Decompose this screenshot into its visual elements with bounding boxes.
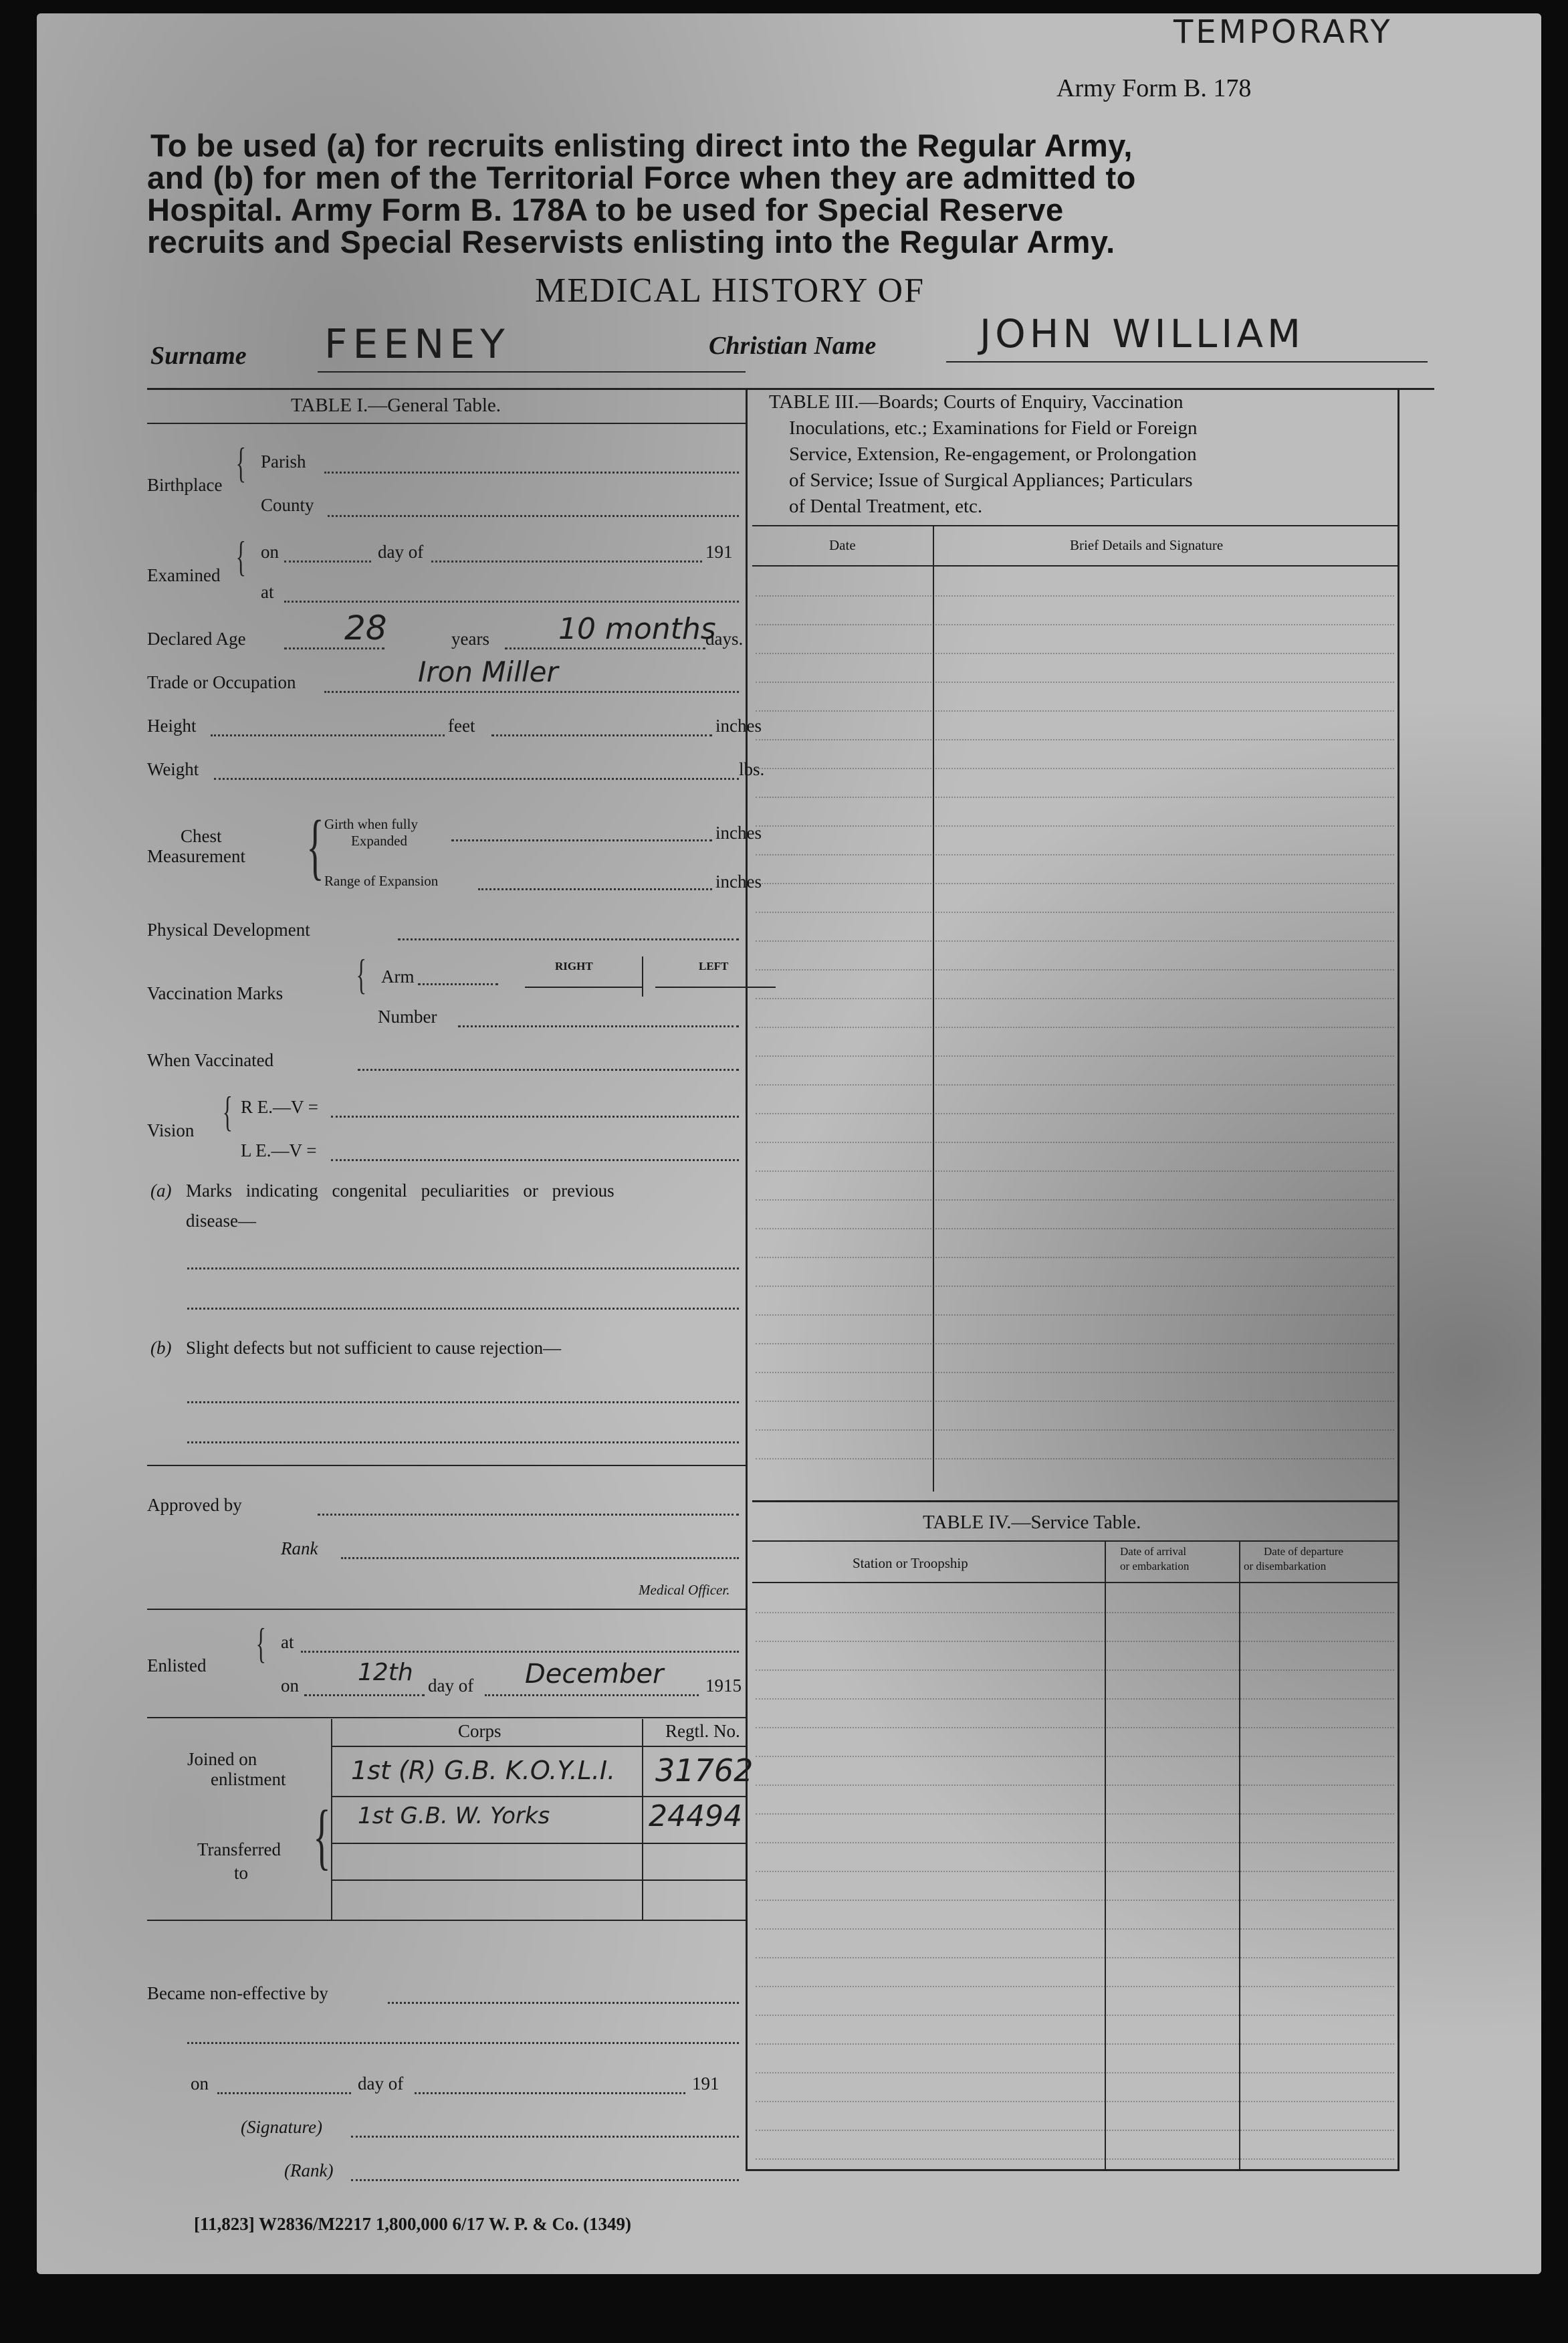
- table4-arrival-header-2: or embarkation: [1120, 1560, 1190, 1572]
- table4-departure-header-1: Date of departure: [1264, 1545, 1343, 1558]
- le-line: [331, 1159, 739, 1161]
- table3-ruled-line: [756, 1113, 1394, 1114]
- table4-ruled-line: [756, 1698, 1394, 1700]
- transferred-brace: {: [313, 1795, 331, 1877]
- table4-header-bottom: [752, 1582, 1397, 1583]
- approved-top-rule: [147, 1465, 746, 1466]
- table4-ruled-line: [756, 1756, 1394, 1757]
- examined-label: Examined: [147, 565, 221, 585]
- table3-ruled-line: [756, 1027, 1394, 1028]
- table3-header-bottom: [752, 565, 1397, 567]
- header-line-2: and (b) for men of the Territorial Force when they are admitted to: [147, 160, 1136, 195]
- table4-ruled-line: [756, 2043, 1394, 2045]
- corps-row-2: 1st G.B. W. Yorks: [358, 1803, 550, 1829]
- table3-date-header: Date: [829, 537, 856, 553]
- table3-ruled-line: [756, 1228, 1394, 1229]
- girth-label: Girth when fully: [324, 816, 418, 832]
- examined-at-label: at: [261, 582, 274, 602]
- header-line-4: recruits and Special Reservists enlisting into the Regular Army.: [147, 224, 1115, 260]
- marks-line-1: [187, 1267, 739, 1269]
- vision-label: Vision: [147, 1120, 195, 1140]
- non-effective-label: Became non-effective by: [147, 1983, 328, 2003]
- slight-line-1: [187, 1401, 739, 1403]
- corps-left-rule: [331, 1719, 332, 1920]
- table4-ruled-line: [756, 1785, 1394, 1786]
- re-line: [331, 1116, 739, 1118]
- vision-brace: {: [222, 1088, 233, 1135]
- table3-ruled-line: [756, 1257, 1394, 1258]
- vaccination-brace: {: [356, 950, 367, 998]
- table4-ruled-line: [756, 1641, 1394, 1642]
- examined-day-of: day of: [378, 542, 424, 562]
- surname-label: Surname: [150, 342, 247, 370]
- medical-officer-label: Medical Officer.: [639, 1582, 730, 1598]
- height-label: Height: [147, 716, 197, 736]
- table3-ruled-line: [756, 854, 1394, 855]
- table1-title: TABLE I.—General Table.: [291, 395, 501, 416]
- top-rule: [147, 388, 1434, 390]
- weight-label: Weight: [147, 759, 199, 779]
- table4-ruled-line: [756, 2072, 1394, 2073]
- physical-line: [398, 938, 739, 940]
- table3-ruled-line: [756, 1084, 1394, 1086]
- table4-ruled-line: [756, 1986, 1394, 1987]
- county-label: County: [261, 495, 314, 515]
- height-inches-line: [491, 734, 712, 736]
- table3-ruled-line: [756, 595, 1394, 597]
- corps-regtl-divider: [642, 1719, 643, 1920]
- table3-title-1: TABLE III.—Boards; Courts of Enquiry, Vaccination: [769, 391, 1184, 413]
- non-effective-line-2: [187, 2042, 739, 2044]
- corps-row-rule-2: [331, 1843, 746, 1844]
- vaccination-divider: [642, 956, 643, 997]
- table3-ruled-line: [756, 682, 1394, 683]
- examined-month-line: [431, 561, 702, 563]
- joined-on-label: Joined on: [187, 1749, 257, 1769]
- footer-print-code: [11,823] W2836/M2217 1,800,000 6/17 W. P. & Co. (1349): [194, 2214, 632, 2234]
- form-sheet: [37, 13, 1541, 2274]
- enlisted-month-value: December: [525, 1659, 664, 1690]
- table3-ruled-line: [756, 653, 1394, 654]
- table3-ruled-line: [756, 1343, 1394, 1344]
- table3-column-divider: [933, 525, 934, 1492]
- trade-value: Iron Miller: [418, 655, 558, 688]
- table3-ruled-line: [756, 883, 1394, 884]
- left-header: LEFT: [699, 960, 729, 973]
- arm-label: Arm: [381, 966, 415, 987]
- left-col-rule: [655, 987, 776, 988]
- table4-ruled-line: [756, 2101, 1394, 2102]
- age-years-value: 28: [344, 609, 387, 647]
- marks-text: Marks indicating congenital peculiarities or previous: [186, 1181, 614, 1201]
- ne-on-label: on: [191, 2073, 209, 2094]
- table4-ruled-line: [756, 1669, 1394, 1671]
- christian-underline: [946, 361, 1428, 363]
- corps-row-rule-1: [331, 1796, 746, 1797]
- corps-header-rule: [331, 1746, 746, 1747]
- age-months-line: [505, 647, 705, 649]
- table4-arrival-header-1: Date of arrival: [1120, 1545, 1187, 1558]
- disease-label: disease—: [186, 1211, 256, 1231]
- table4-title: TABLE IV.—Service Table.: [923, 1512, 1141, 1533]
- examined-year: 191: [705, 542, 733, 562]
- corps-top-rule: [147, 1717, 746, 1718]
- table3-ruled-line: [756, 768, 1394, 769]
- age-years-line: [284, 647, 384, 649]
- table4-ruled-line: [756, 1813, 1394, 1815]
- physical-development-label: Physical Development: [147, 920, 310, 940]
- height-feet-line: [211, 734, 445, 736]
- re-label: R E.—V =: [241, 1097, 318, 1117]
- corps-header: Corps: [458, 1721, 501, 1741]
- ne-month-line: [415, 2092, 685, 2094]
- table3-title-4: of Service; Issue of Surgical Appliances; Particulars: [789, 470, 1193, 491]
- table4-departure-header-2: or disembarkation: [1244, 1560, 1327, 1572]
- table4-divider-1: [1105, 1540, 1106, 2169]
- table3-ruled-line: [756, 1458, 1394, 1459]
- table3-title-5: of Dental Treatment, etc.: [789, 496, 983, 517]
- surname-value: FEENEY: [324, 321, 510, 368]
- table4-ruled-line: [756, 1957, 1394, 1958]
- christian-name-value: JOHN WILLIAM: [980, 311, 1305, 356]
- marks-line-2: [187, 1308, 739, 1310]
- table3-ruled-line: [756, 940, 1394, 942]
- right-header: RIGHT: [555, 960, 593, 973]
- signature-line: [351, 2136, 739, 2138]
- enlisted-at-line: [301, 1651, 739, 1653]
- table3-ruled-line: [756, 797, 1394, 798]
- parish-label: Parish: [261, 451, 306, 472]
- table3-title-2: Inoculations, etc.; Examinations for Field or Foreign: [789, 417, 1198, 439]
- corps-bottom-rule: [147, 1920, 746, 1921]
- enlisted-day-line: [304, 1694, 425, 1696]
- table3-ruled-line: [756, 739, 1394, 740]
- enlisted-on-label: on: [281, 1675, 299, 1696]
- years-label: years: [451, 629, 489, 649]
- regtl-header: Regtl. No.: [665, 1721, 740, 1741]
- parish-line: [324, 472, 739, 474]
- surname-underline: [318, 371, 746, 373]
- table3-header-top: [752, 525, 1397, 526]
- page-title: MEDICAL HISTORY OF: [535, 272, 925, 310]
- table3-title-3: Service, Extension, Re-engagement, or Prolongation: [789, 443, 1197, 465]
- enlisted-label: Enlisted: [147, 1655, 207, 1675]
- height-inches-label: inches: [715, 716, 762, 736]
- marks-a-label: (a): [150, 1181, 172, 1201]
- expanded-label: Expanded: [351, 833, 407, 849]
- table3-ruled-line: [756, 710, 1394, 712]
- days-label: days.: [705, 629, 744, 649]
- corps-row-rule-3: [331, 1879, 746, 1881]
- right-border: [1397, 388, 1399, 2170]
- table3-ruled-line: [756, 1170, 1394, 1172]
- vaccination-label: Vaccination Marks: [147, 983, 284, 1003]
- examined-brace: {: [235, 532, 247, 580]
- table4-ruled-line: [756, 1727, 1394, 1728]
- ne-year: 191: [692, 2073, 719, 2094]
- county-line: [328, 515, 739, 517]
- table3-ruled-line: [756, 1314, 1394, 1316]
- ne-day-of: day of: [358, 2073, 404, 2094]
- approved-label: Approved by: [147, 1495, 242, 1515]
- rank-line: [341, 1557, 739, 1559]
- table4-ruled-line: [756, 1612, 1394, 1613]
- table4-ruled-line: [756, 1928, 1394, 1930]
- christian-name-label: Christian Name: [709, 332, 877, 360]
- slight-b-label: (b): [150, 1338, 172, 1358]
- range-inches-label: inches: [715, 872, 762, 892]
- non-effective-line-1: [388, 2002, 739, 2004]
- examined-on-label: on: [261, 542, 279, 562]
- arm-line: [418, 983, 498, 985]
- ne-rank-label: (Rank): [284, 2160, 334, 2180]
- range-label: Range of Expansion: [324, 873, 439, 889]
- table3-ruled-line: [756, 998, 1394, 999]
- table3-ruled-line: [756, 1286, 1394, 1287]
- rank-label: Rank: [281, 1538, 318, 1558]
- trade-label: Trade or Occupation: [147, 672, 296, 692]
- temporary-stamp: TEMPORARY: [1173, 13, 1393, 51]
- table3-ruled-line: [756, 825, 1394, 827]
- enlisted-top-rule: [147, 1609, 746, 1610]
- header-line-1: To be used (a) for recruits enlisting direct into the Regular Army,: [150, 128, 1133, 163]
- enlisted-year: 1915: [705, 1675, 742, 1696]
- table3-ruled-line: [756, 1401, 1394, 1402]
- table3-ruled-line: [756, 969, 1394, 971]
- examined-at-line: [284, 601, 739, 603]
- table4-header-top: [752, 1540, 1397, 1542]
- transferred-label: Transferred: [197, 1839, 281, 1859]
- when-vaccinated-line: [358, 1069, 739, 1071]
- enlisted-brace: {: [255, 1619, 267, 1667]
- table4-divider-2: [1239, 1540, 1240, 2169]
- birthplace-brace: {: [235, 439, 247, 486]
- enlisted-month-line: [485, 1694, 699, 1696]
- bottom-rule: [746, 2169, 1399, 2171]
- enlisted-at-label: at: [281, 1632, 294, 1652]
- measurement-label: Measurement: [147, 846, 245, 866]
- table4-ruled-line: [756, 2158, 1394, 2160]
- regtl-row-1: 31762: [655, 1752, 754, 1789]
- table3-ruled-line: [756, 1372, 1394, 1373]
- signature-label: (Signature): [241, 2117, 322, 2137]
- table4-ruled-line: [756, 1842, 1394, 1843]
- number-line: [458, 1025, 739, 1027]
- chest-label: Chest: [181, 826, 222, 846]
- table4-ruled-line: [756, 1871, 1394, 1872]
- center-divider: [746, 388, 748, 2170]
- enlisted-day-of: day of: [428, 1675, 474, 1696]
- table4-station-header: Station or Troopship: [853, 1555, 968, 1571]
- table4-top-rule: [752, 1500, 1397, 1502]
- right-col-rule: [525, 987, 642, 988]
- birthplace-label: Birthplace: [147, 475, 223, 495]
- enlistment-label: enlistment: [211, 1769, 286, 1789]
- table4-ruled-line: [756, 1900, 1394, 1901]
- slight-text: Slight defects but not sufficient to cause rejection—: [186, 1338, 562, 1358]
- when-vaccinated-label: When Vaccinated: [147, 1050, 274, 1070]
- ne-day-line: [217, 2092, 351, 2094]
- age-months-value: 10 months: [558, 612, 716, 646]
- approved-line: [318, 1514, 739, 1516]
- to-label: to: [234, 1863, 249, 1883]
- declared-age-label: Declared Age: [147, 629, 246, 649]
- chest-brace: {: [306, 805, 324, 887]
- table1-title-rule: [147, 423, 746, 424]
- girth-line: [451, 839, 712, 841]
- table3-details-header: Brief Details and Signature: [1070, 537, 1224, 553]
- trade-line: [324, 691, 739, 693]
- range-line: [478, 888, 712, 890]
- corps-row-1: 1st (R) G.B. K.O.Y.L.I.: [351, 1756, 616, 1785]
- table3-ruled-line: [756, 1055, 1394, 1057]
- lbs-label: lbs.: [739, 759, 765, 779]
- table3-ruled-line: [756, 1429, 1394, 1431]
- le-label: L E.—V =: [241, 1140, 317, 1160]
- ne-rank-line: [351, 2179, 739, 2181]
- table4-ruled-line: [756, 2130, 1394, 2131]
- feet-label: feet: [448, 716, 475, 736]
- header-line-3: Hospital. Army Form B. 178A to be used for Special Reserve: [147, 192, 1064, 227]
- enlisted-day-value: 12th: [358, 1659, 413, 1686]
- examined-on-line: [284, 561, 371, 563]
- regtl-row-2: 24494: [649, 1799, 742, 1833]
- form-number: Army Form B. 178: [1056, 74, 1252, 102]
- number-label: Number: [378, 1007, 437, 1027]
- table3-ruled-line: [756, 912, 1394, 913]
- table3-ruled-line: [756, 1142, 1394, 1143]
- weight-line: [214, 778, 739, 780]
- table3-ruled-line: [756, 624, 1394, 625]
- table3-ruled-line: [756, 1199, 1394, 1201]
- slight-line-2: [187, 1441, 739, 1443]
- table4-ruled-line: [756, 2015, 1394, 2016]
- girth-inches-label: inches: [715, 823, 762, 843]
